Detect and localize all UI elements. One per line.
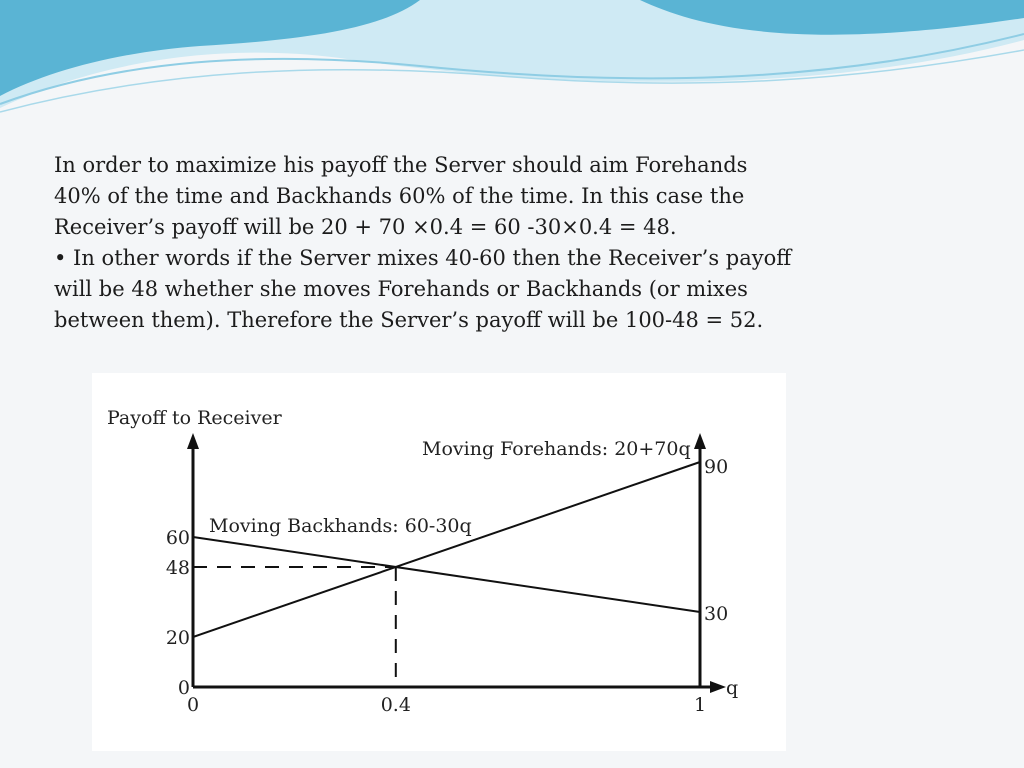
x-tick-label-0: 0 [186, 694, 200, 716]
payoff-chart [92, 373, 786, 751]
paragraph-mixes: • In other words if the Server mixes 40-60 then the Receiver’s payoff will be 48 whether she moves Forehands or Backhands (or mixes between them). Therefore the Server’s payoff will be 100-48 = 52. [54, 246, 792, 332]
chart-marks [166, 433, 728, 716]
series-backhands-line [193, 537, 700, 612]
y-tick-label-0: 0 [177, 677, 190, 699]
backhands-end-value-label: 30 [704, 603, 729, 625]
y-tick-label-20: 20 [165, 627, 190, 649]
forehands-end-value-label: 90 [704, 456, 729, 478]
y-axis-label: Payoff to Receiver [107, 407, 282, 429]
series-backhands-label: Moving Backhands: 60-30q [209, 515, 472, 537]
y-axis-right-arrow [694, 433, 706, 449]
x-tick-label-0-4: 0.4 [380, 694, 411, 716]
x-tick-label-1: 1 [693, 694, 707, 716]
y-tick-label-60: 60 [165, 527, 190, 549]
series-forehands-line [193, 462, 700, 637]
x-axis-arrow [710, 681, 726, 693]
body-text [54, 150, 794, 336]
payoff-chart-svg [92, 373, 786, 751]
paragraph-maximize: In order to maximize his payoff the Server should aim Forehands 40% of the time and Backhands 60% of the time. In this case the Receiver’s payoff will be 20 + 70 ×0.4 = 60 -30×0.4 = 48. [54, 153, 748, 239]
series-forehands-label: Moving Forehands: 20+70q [422, 438, 691, 460]
header-wave-decoration [0, 0, 1024, 120]
y-tick-label-48: 48 [165, 557, 190, 579]
y-axis-left-arrow [187, 433, 199, 449]
x-axis-label: q [726, 677, 739, 699]
